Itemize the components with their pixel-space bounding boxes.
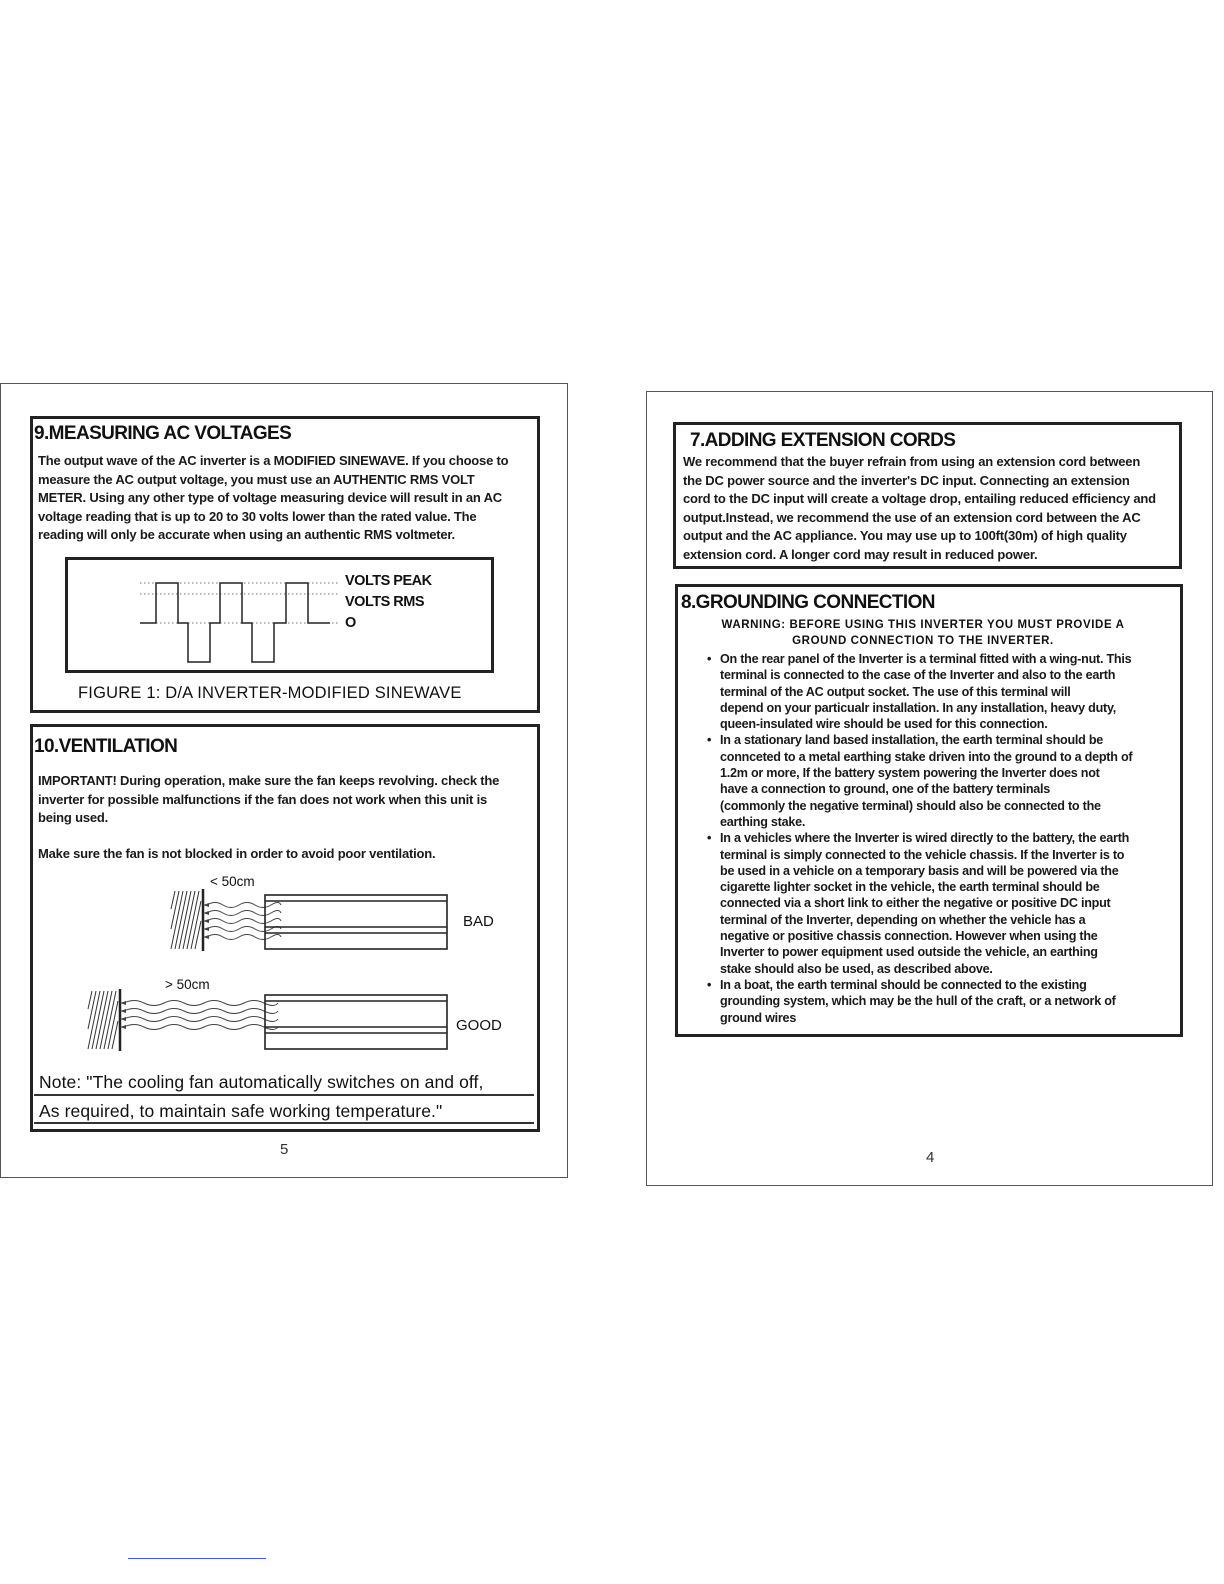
bullet-item-4: • In a boat, the earth terminal should be connected to the existing grounding system, which may be the hull of the craft, or a network of ground wires	[707, 977, 1167, 1026]
note-underline-2	[34, 1122, 534, 1124]
figure-1-caption: FIGURE 1: D/A INVERTER-MODIFIED SINEWAVE	[78, 684, 462, 702]
section-7-body: We recommend that the buyer refrain from using an extension cord between the DC power source and the inverter's DC input. Connecting an extension cord to the DC input will create a voltage drop, entailing reduced efficiency and output.Instead, we recommend the use of an extension cord between the AC output and the AC appliance. You may use up to 100ft(30m) of high quality extension cord. A longer cord may result in reduced power.	[683, 454, 1156, 562]
grounding-warning: WARNING: BEFORE USING THIS INVERTER YOU MUST PROVIDE A GROUND CONNECTION TO THE INVERTER.	[721, 619, 1125, 647]
volts-peak-label: VOLTS PEAK	[345, 573, 432, 589]
note-line-2: As required, to maintain safe working temperature."	[39, 1101, 443, 1121]
note-underline-1	[34, 1094, 534, 1096]
note-line-1: Note: "The cooling fan automatically switches on and off,	[39, 1072, 484, 1092]
section-10-body: IMPORTANT! During operation, make sure the fan keeps revolving. check the inverter for possible malfunctions if the fan does not work when this unit is being used.	[38, 773, 500, 826]
bad-distance-label: < 50cm	[210, 874, 255, 889]
section-10-title: 10.VENTILATION	[34, 736, 178, 757]
bad-label: BAD	[463, 913, 494, 930]
good-distance-label: > 50cm	[165, 977, 210, 992]
ventilation-bad-diagram	[165, 885, 455, 955]
section-9-title: 9.MEASURING AC VOLTAGES	[34, 423, 292, 444]
grounding-bullet-list	[707, 651, 1167, 1026]
bullet-item-2: • In a stationary land based installation, the earth terminal should be connceted to a metal earthing stake driven into the ground to a depth of 1.2m or more, If the battery system powering the Inverter does not have a connection to ground, one of the battery terminals (commonly the negative terminal) should also be connected to the earthing stake.	[707, 732, 1167, 830]
page-number-4: 4	[926, 1149, 935, 1166]
section-7-title: 7.ADDING EXTENSION CORDS	[690, 430, 956, 451]
ventilation-good-diagram	[82, 985, 454, 1055]
good-label: GOOD	[456, 1017, 502, 1034]
section-8-title: 8.GROUNDING CONNECTION	[681, 592, 935, 613]
footer-divider	[128, 1558, 266, 1559]
section-10-body-2: Make sure the fan is not blocked in order to avoid poor ventilation.	[38, 846, 436, 861]
volts-rms-label: VOLTS RMS	[345, 594, 425, 610]
bullet-item-3: • In a vehicles where the Inverter is wired directly to the battery, the earth terminal is simply connected to the vehicle chassis. If the Inverter is to be used in a vehicle on a temporary basis and will be powered via the cigarette lighter socket in the vehicle, the earth terminal should be connected via a short link to either the negative or positive DC input terminal of the Inverter, depending on whether the vehicle has a negative or positive chassis connection. However when using the Inverter to power equipment used outside the vehicle, an earthing stake should also be used, as described above.	[707, 830, 1167, 977]
bullet-item-1: • On the rear panel of the Inverter is a terminal fitted with a wing-nut. This terminal is connected to the case of the Inverter and also to the earth terminal of the AC output socket. The use of this terminal will depend on your particualr installation. In any installation, heavy duty, queen-insulated wire should be used for this connection.	[707, 651, 1167, 732]
modified-sinewave-diagram	[140, 578, 340, 668]
zero-label: O	[345, 615, 356, 631]
section-9-body: The output wave of the AC inverter is a MODIFIED SINEWAVE. If you choose to measure the AC output voltage, you must use an AUTHENTIC RMS VOLT METER. Using any other type of voltage measuring device will result in an AC voltage reading that is up to 20 to 30 volts lower than the rated value. The reading will only be accurate when using an authentic RMS voltmeter.	[38, 453, 509, 543]
page-number-5: 5	[280, 1141, 289, 1158]
